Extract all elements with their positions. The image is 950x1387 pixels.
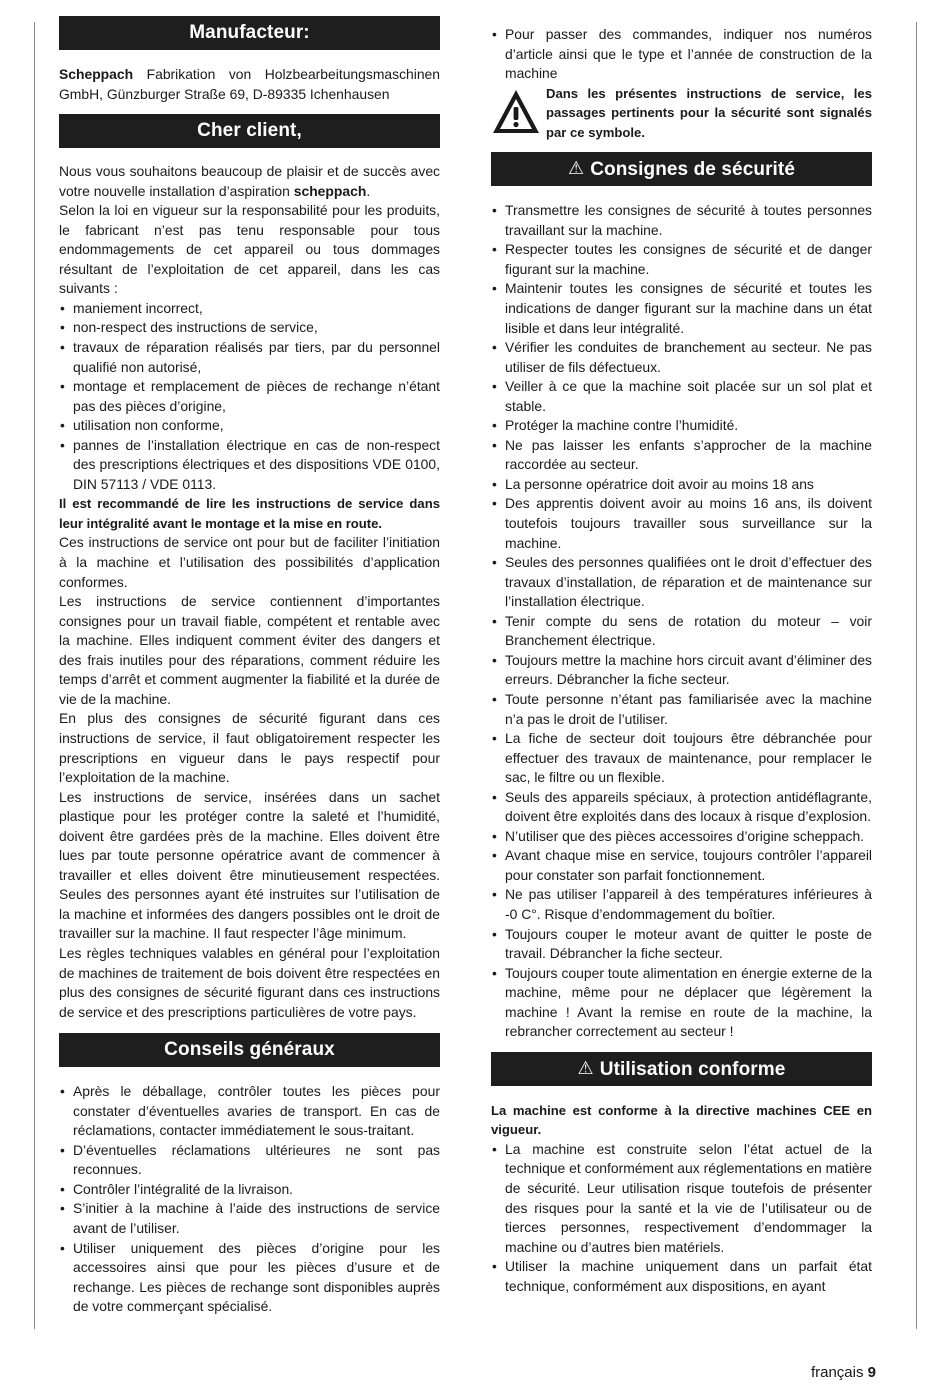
manufacturer-brand: Scheppach	[59, 66, 134, 82]
body-paragraph: Les instructions de service, insérées dans un sachet plastique pour les protéger contre la saleté et l’humidité, doivent être gardées près de la machine. Elles doivent être lues par toute personne opératrice avant de commencer à travailler et elles doivent être minutieusement respectées. Seules des personnes ayant été instruites sur l’utilisation de la machine et informées des dangers possibles ont le droit de travailler sur la machine. Il faut respecter l’âge minimum.	[59, 788, 440, 942]
list-item: • Utiliser la machine uniquement dans un parfait état technique, conformément aux dispositions, en ayant	[491, 1257, 872, 1296]
list-item: • D’éventuelles réclamations ultérieures ne sont pas reconnues.	[59, 1141, 440, 1180]
list-item: • Seules des personnes qualifiées ont le droit d’effectuer des travaux d’installation, de réparation et de maintenance sur l’installation électrique.	[491, 553, 872, 612]
warning-triangle-icon: ⚠	[577, 1057, 594, 1078]
list-item: • Ne pas utiliser l’appareil à des températures inférieures à -0 C°. Risque d’endommagement du boîtier.	[491, 885, 872, 924]
footer-language: français	[810, 1364, 864, 1381]
manufacturer-paragraph	[59, 65, 440, 104]
manufacturer-heading	[59, 16, 440, 50]
general-list	[59, 1082, 440, 1317]
recommend-note: Il est recommandé de lire les instructions de service dans leur intégralité avant le montage et la mise en route.	[59, 496, 440, 531]
page-number: 9	[867, 1364, 876, 1381]
left-margin-rule	[34, 22, 35, 1329]
body-paragraph: En plus des consignes de sécurité figurant dans ces instructions de service, il faut obligatoirement respecter les prescriptions en vigueur dans le pays respectif pour l’exploitation de la machine.	[59, 710, 440, 786]
list-item: • Ne pas laisser les enfants s’approcher de la machine raccordée au secteur.	[491, 436, 872, 475]
safety-heading	[491, 152, 872, 186]
usage-heading-text: Utilisation conforme	[599, 1058, 786, 1080]
list-item: • N’utiliser que des pièces accessoires d’origine scheppach.	[491, 827, 872, 847]
safety-symbol-note	[491, 84, 872, 143]
intro-end: .	[366, 182, 371, 199]
body-paragraph: Ces instructions de service ont pour but de faciliter l’initiation à la machine et l’utilisation des possibilités d’application conformes.	[59, 534, 440, 590]
list-item: • maniement incorrect,	[59, 299, 440, 319]
warning-triangle-icon	[491, 87, 541, 137]
list-item: • Des apprentis doivent avoir au moins 16 ans, ils doivent toutefois toujours travailler sous surveillance sur la machine.	[491, 494, 872, 553]
intro-paragraph	[59, 162, 440, 201]
list-item: • Après le déballage, contrôler toutes les pièces pour constater d’éventuelles avaries de transport. En cas de réclamations, contacter immédiatement le sous-traitant.	[59, 1082, 440, 1141]
right-margin-rule	[916, 22, 917, 1329]
usage-note: La machine est conforme à la directive machines CEE en vigueur.	[491, 1102, 872, 1138]
list-item: • Pour passer des commandes, indiquer nos numéros d’article ainsi que le type et l’année de construction de la machine	[491, 25, 872, 84]
left-column	[59, 16, 440, 1317]
intro-text: Nous vous souhaitons beaucoup de plaisir et de succès avec votre nouvelle installation d’aspiration	[59, 163, 440, 199]
manufacturer-heading-text: Manufacteur:	[189, 22, 310, 43]
list-item: • Protéger la machine contre l’humidité.	[491, 416, 872, 436]
list-item: • S’initier à la machine à l’aide des instructions de service avant de l’utiliser.	[59, 1199, 440, 1238]
warning-triangle-icon: ⚠	[567, 158, 585, 179]
list-item: • Avant chaque mise en service, toujours contrôler l’appareil pour constater son parfait fonctionnement.	[491, 846, 872, 885]
list-item: • La machine est construite selon l’état actuel de la technique et conformément aux réglementations en matière de sécurité. Leur utilisation risque toutefois de présenter des risques pour la santé et la vie de l’utilisateur ou de tierces personnes, respectivement d’endommager la machine ou d’autres bien matériels.	[491, 1140, 872, 1257]
list-item: • Seuls des appareils spéciaux, à protection antidéflagrante, doivent être exploités dans des locaux à risque d’explosion.	[491, 788, 872, 827]
general-heading	[59, 1033, 440, 1067]
list-item: • La fiche de secteur doit toujours être débranchée pour effectuer des travaux de maintenance, pour remplacer le sac, le filtre ou un flexible.	[491, 729, 872, 788]
list-item: • non-respect des instructions de service,	[59, 318, 440, 338]
page-footer	[790, 1364, 876, 1382]
liability-list	[59, 299, 440, 494]
intro-brand: scheppach	[293, 182, 367, 199]
usage-heading	[491, 1052, 872, 1086]
list-item: • Toujours couper le moteur avant de quitter le poste de travail. Débrancher la fiche secteur.	[491, 925, 872, 964]
order-list	[491, 25, 872, 84]
list-item: • Transmettre les consignes de sécurité à toutes personnes travaillant sur la machine.	[491, 201, 872, 240]
liability-paragraph: Selon la loi en vigueur sur la responsabilité pour les produits, le fabricant n’est pas tenu responsable pour tous endommagements de cet appareil ou tous dommages résultant de l’exploitation de cet appareil, dans les cas suivants :	[59, 202, 440, 297]
client-heading-text: Cher client,	[197, 120, 302, 142]
symbol-note-text: Dans les présentes instructions de service, les passages pertinents pour la sécurité sont signalés par ce symbole.	[546, 85, 872, 140]
safety-heading-text: Consignes de sécurité	[590, 159, 796, 181]
usage-list	[491, 1140, 872, 1296]
list-item: • Maintenir toutes les consignes de sécurité et toutes les indications de danger figurant sur la machine dans un état lisible et dans leur intégralité.	[491, 279, 872, 338]
list-item: • Respecter toutes les consignes de sécurité et de danger figurant sur la machine.	[491, 240, 872, 279]
list-item: • Toujours mettre la machine hors circuit avant d’éliminer des erreurs. Débrancher la fiche secteur.	[491, 651, 872, 690]
list-item: • Veiller à ce que la machine soit placée sur un sol plat et stable.	[491, 377, 872, 416]
body-paragraph: Les instructions de service contiennent d’importantes consignes pour un travail fiable, compétent et rentable avec la machine. Elles indiquent comment éviter des dangers et des frais inutiles pour des réparations, comment réduire les temps d’arrêt et comment augmenter la fiabilité et la durée de vie de la machine.	[59, 593, 440, 707]
list-item: • Toute personne n’étant pas familiarisée avec la machine n’a pas le droit de l’utiliser.	[491, 690, 872, 729]
list-item: • Toujours couper toute alimentation en énergie externe de la machine, même pour ne déplacer que légèrement la machine ! Avant la remise en route de la machine, la rebrancher correctement au secteur !	[491, 964, 872, 1042]
list-item: • Tenir compte du sens de rotation du moteur – voir Branchement électrique.	[491, 612, 872, 651]
right-column	[491, 16, 872, 1296]
list-item: • Vérifier les conduites de branchement au secteur. Ne pas utiliser de fils défectueux.	[491, 338, 872, 377]
list-item: • La personne opératrice doit avoir au moins 18 ans	[491, 475, 872, 495]
list-item: • Utiliser uniquement des pièces d’origine pour les accessoires ainsi que pour les pièces d’usure et de rechange. Les pièces de rechange sont disponibles auprès de votre commerçant spécialisé.	[59, 1239, 440, 1317]
list-item: • Contrôler l’intégralité de la livraison.	[59, 1180, 440, 1200]
list-item: • utilisation non conforme,	[59, 416, 440, 436]
manufacturer-address: Fabrikation von Holzbearbeitungsmaschinen GmbH, Günzburger Straße 69, D-89335 Ichenhausen	[59, 66, 440, 102]
general-heading-text: Conseils généraux	[164, 1039, 335, 1061]
safety-list	[491, 201, 872, 1042]
body-paragraph: Les règles techniques valables en général pour l’exploitation de machines de traitement de bois doivent être respectées en plus des consignes de sécurité figurant dans ces instructions de service et des prescriptions particulières de votre pays.	[59, 944, 440, 1020]
list-item: • travaux de réparation réalisés par tiers, par du personnel qualifié non autorisé,	[59, 338, 440, 377]
client-heading	[59, 114, 440, 148]
list-item: • pannes de l’installation électrique en cas de non-respect des prescriptions électriques et des dispositions VDE 0100, DIN 57113 / VDE 0113.	[59, 436, 440, 495]
list-item: • montage et remplacement de pièces de rechange n’étant pas des pièces d’origine,	[59, 377, 440, 416]
